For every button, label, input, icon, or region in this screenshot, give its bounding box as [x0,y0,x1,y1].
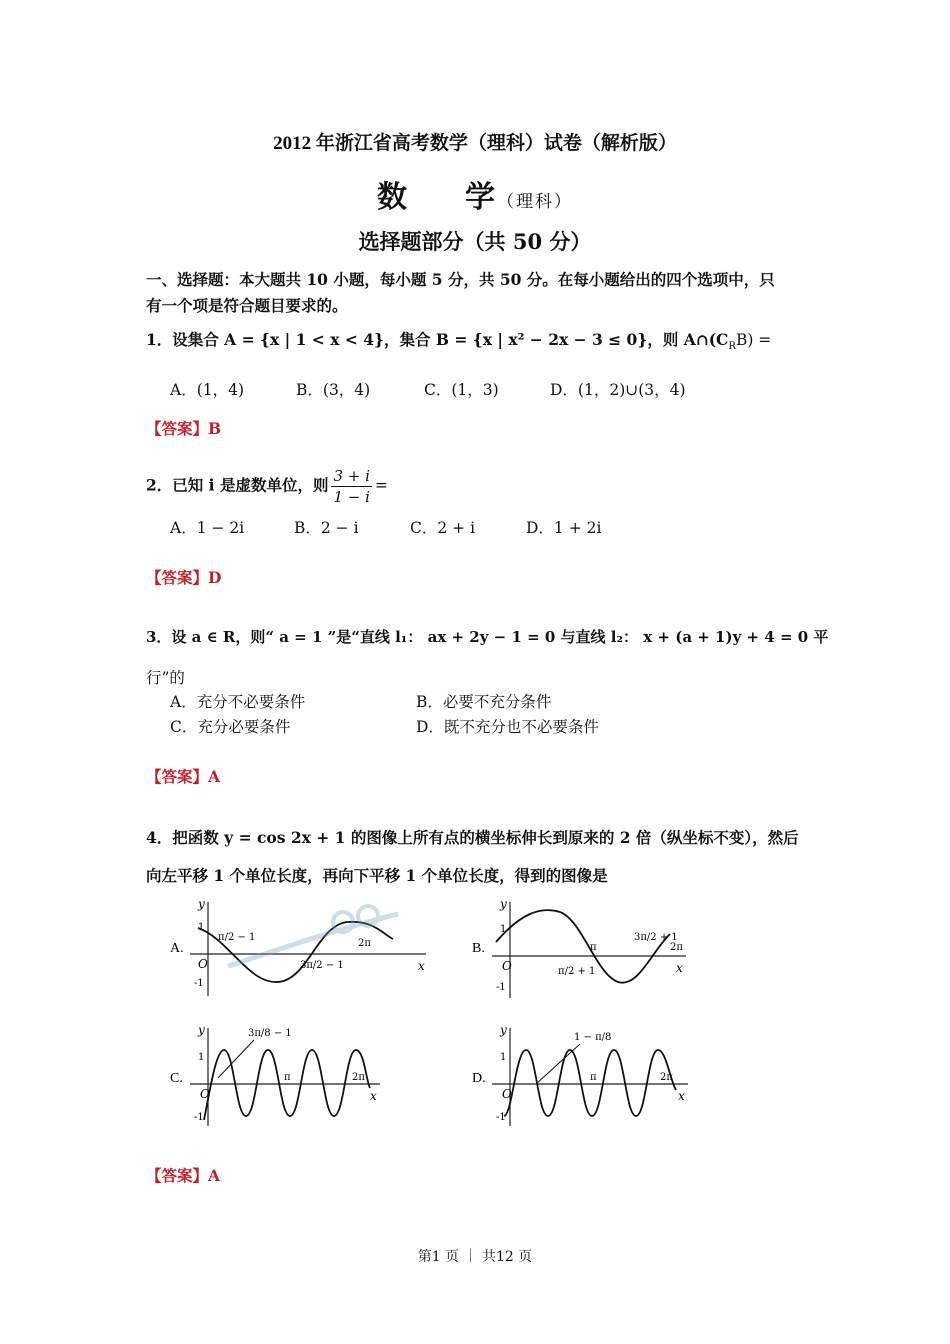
graph-d-tick-2: π [590,1072,597,1083]
q2-stem-text: 2．已知 i 是虚数单位，则 [146,475,329,495]
graph-a-neg-one: -1 [194,978,204,989]
q2-stem [146,466,388,507]
subject-char-1: 数 [377,180,409,215]
graph-c-neg-one: -1 [194,1112,204,1123]
graph-b-label: B. [472,941,485,956]
graph-d-label: D. [472,1071,486,1086]
q4-stem-2: 向左平移 1 个单位长度，再向下平移 1 个单位长度，得到的图像是 [146,866,608,885]
q4-answer: 【答案】A [146,1166,221,1185]
graph-b-tick-4: 2π [670,942,683,953]
q2-option-c: C．2 + i [410,519,476,537]
graph-b-y-label: y [500,897,507,911]
graph-c-label: C. [170,1071,183,1086]
q1-answer: 【答案】B [146,419,222,438]
graph-c-tick-2: π [284,1072,291,1083]
graph-c-tick-3: 2π [352,1072,365,1083]
subject-char-2: 学 [465,180,497,215]
graph-a-label: A. [170,941,184,956]
graph-d-y-label: y [500,1023,507,1037]
graph-a-tick-2: 3π/2 − 1 [300,960,344,971]
graph-b-origin: O [502,959,512,973]
subject-heading [0,172,950,216]
q1-option-d: D．(1，2)∪(3，4) [550,381,686,399]
graph-a-tick-3: 2π [358,938,371,949]
graph-c-curve [204,1050,370,1120]
graph-c-tick-1: 3π/8 − 1 [248,1028,292,1039]
subject-sub: （理科） [497,192,573,212]
q4-stem-1: 4．把函数 y = cos 2x + 1 的图像上所有点的横坐标伸长到原来的 2 倍（纵坐标不变），然后 [146,828,799,847]
q3-stem-2: 行”的 [146,669,185,687]
graph-d [470,1020,710,1132]
graph-c-y-label: y [198,1023,205,1037]
q1-stem-text: 1．设集合 A = {x | 1 < x < 4}，集合 B = {x | x² − 2x − 3 ≤ 0}，则 A∩(C [146,330,729,349]
q1-option-c: C．(1，3) [424,381,499,399]
graph-a-y-label: y [198,897,205,911]
q2-fraction [331,466,371,507]
q2-answer: 【答案】D [146,568,222,587]
graph-b-x-label: x [676,961,683,975]
q2-stem-tail: = [374,476,388,495]
graph-d-tick-3: 2π [660,1072,673,1083]
graph-b-one: 1 [500,924,507,935]
q2-option-a: A．1 − 2i [170,519,245,537]
graph-a-curve [198,922,393,982]
graph-b-neg-one: -1 [496,982,506,993]
q3-option-c: C．充分必要条件 [170,718,291,736]
graph-c-one: 1 [198,1052,205,1063]
q2-option-d: D．1 + 2i [526,519,602,537]
graph-a-origin: O [198,957,208,971]
graph-c [168,1020,408,1132]
q1-option-b: B．(3，4) [296,381,371,399]
graph-b-tick-2: π [590,942,597,953]
q3-stem-1: 3．设 a ∈ R，则“ a = 1 ”是“直线 l₁： ax + 2y − 1 = 0 与直线 l₂： x + (a + 1)y + 4 = 0 平 [146,628,829,646]
graph-d-one: 1 [500,1052,507,1063]
q3-option-b: B．必要不充分条件 [416,693,552,711]
q1-stem-tail: B) = [735,331,772,349]
graph-c-pointer [218,1040,254,1078]
q2-frac-num: 3 + i [333,467,370,485]
q3-option-a: A．充分不必要条件 [170,693,306,711]
graph-a-tick-1: π/2 − 1 [218,932,256,943]
graph-a-one: 1 [198,922,205,933]
graph-d-tick-1: 1 − π/8 [574,1032,612,1043]
graph-c-x-label: x [370,1089,377,1103]
graph-b-tick-1: π/2 + 1 [558,966,596,977]
q2-frac-den: 1 − i [333,488,370,506]
part-heading: 选择题部分（共 50 分） [358,229,592,254]
graph-d-x-label: x [678,1089,685,1103]
q3-answer: 【答案】A [146,767,221,786]
graph-d-neg-one: -1 [496,1112,506,1123]
intro-line-2: 有一个项是符合题目要求的。 [146,296,348,315]
q2-option-b: B．2 − i [294,519,359,537]
q1-stem [146,328,771,352]
q1-option-a: A．(1，4) [170,381,245,399]
intro-line-1: 一、选择题：本大题共 10 小题，每小题 5 分，共 50 分。在每小题给出的四个选项中，只 [146,270,775,289]
graph-b [470,894,710,1004]
graph-d-origin: O [502,1087,512,1101]
graph-b-tick-3: 3π/2 + 1 [634,932,678,943]
graph-a [168,894,438,1004]
graph-a-x-label: x [418,959,425,973]
graph-d-curve [504,1050,676,1116]
graph-c-origin: O [200,1087,210,1101]
q1-stem-sub: R [728,341,736,353]
page-title: 2012 年浙江省高考数学（理科）试卷（解析版） [273,133,677,154]
graph-d-pointer [536,1044,580,1084]
page-footer: 第1 页 ｜ 共12 页 [417,1249,533,1265]
q3-option-d: D．既不充分也不必要条件 [416,718,599,736]
